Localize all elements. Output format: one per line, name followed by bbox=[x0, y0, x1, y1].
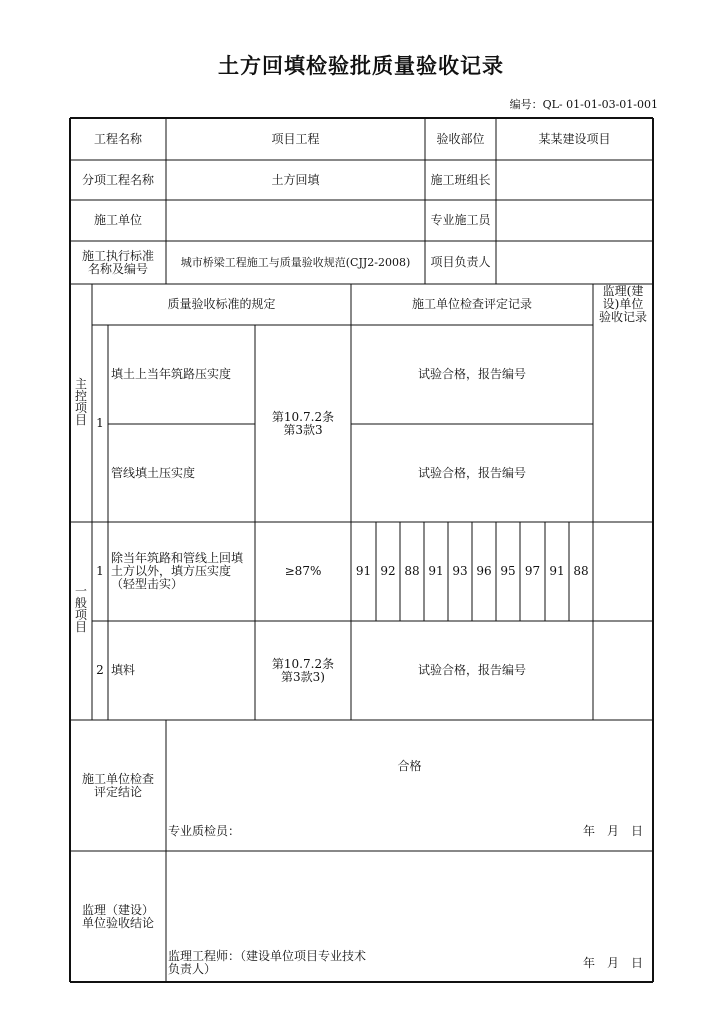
compaction-value-cell[interactable]: 95 bbox=[500, 564, 516, 578]
main-item-no: 1 bbox=[96, 416, 104, 430]
general-item-2-no: 2 bbox=[96, 663, 104, 677]
general-item-2-clause: 第10.7.2条第3款3) bbox=[271, 656, 335, 684]
construction-unit-value[interactable] bbox=[166, 200, 425, 241]
compaction-value-cell[interactable]: 91 bbox=[355, 564, 372, 578]
project-name-value[interactable]: 项目工程 bbox=[271, 131, 320, 146]
main-item-record-1[interactable]: 试验合格，报告编号 bbox=[417, 367, 526, 381]
inspection-part-label: 验收部位 bbox=[436, 131, 485, 146]
compaction-value-cell[interactable]: 88 bbox=[573, 564, 589, 578]
subproject-label: 分项工程名称 bbox=[81, 172, 154, 187]
compaction-value-cell[interactable]: 97 bbox=[524, 564, 541, 578]
supervisor-conclusion-date[interactable]: 年 月 日 bbox=[583, 955, 644, 970]
main-item-2: 管线填土压实度 bbox=[111, 465, 196, 480]
supervisor-record-heading: 监理(建设)单位验收记录 bbox=[598, 284, 647, 324]
construction-unit-label: 施工单位 bbox=[93, 213, 142, 227]
contractor-conclusion-result[interactable]: 合格 bbox=[397, 758, 422, 773]
compaction-value-cell[interactable]: 96 bbox=[476, 564, 492, 578]
team-leader-label: 施工班组长 bbox=[430, 172, 491, 187]
supervisor-conclusion-label: 监理（建设）单位验收结论 bbox=[81, 902, 154, 930]
standard-rule-heading: 质量验收标准的规定 bbox=[167, 297, 276, 311]
project-name-label: 工程名称 bbox=[93, 131, 142, 146]
page-title: 土方回填检验批质量验收记录 bbox=[218, 54, 504, 78]
general-items-group-label: 一般项目 bbox=[74, 584, 87, 634]
general-item-2-record[interactable]: 试验合格，报告编号 bbox=[417, 663, 526, 677]
main-items-group-label: 主控项目 bbox=[74, 377, 87, 427]
main-item-record-2[interactable]: 试验合格，报告编号 bbox=[417, 465, 526, 480]
general-item-1: 除当年筑路和管线上回填土方以外，填方压实度（轻型击实） bbox=[111, 551, 244, 591]
standard-label: 施工执行标准名称及编号 bbox=[81, 248, 154, 276]
team-leader-value[interactable] bbox=[496, 160, 653, 200]
contractor-conclusion-label: 施工单位检查评定结论 bbox=[81, 771, 154, 799]
compaction-value-cell[interactable]: 88 bbox=[404, 564, 420, 578]
specialist-value[interactable] bbox=[496, 200, 653, 241]
general-item-2: 填料 bbox=[111, 663, 136, 677]
supervising-engineer-label: 监理工程师：（建设单位项目专业技术负责人） bbox=[168, 949, 367, 976]
compaction-value-cell[interactable]: 92 bbox=[380, 564, 396, 578]
inspection-part-value[interactable]: 某某建设项目 bbox=[538, 131, 611, 146]
project-manager-value[interactable] bbox=[496, 241, 653, 284]
general-item-1-no: 1 bbox=[96, 564, 104, 578]
main-item-1: 填土上当年筑路压实度 bbox=[111, 367, 232, 381]
main-item-clause: 第10.7.2条第3款3 bbox=[271, 409, 335, 437]
contractor-conclusion-date[interactable]: 年 月 日 bbox=[583, 823, 644, 838]
contractor-record-heading: 施工单位检查评定记录 bbox=[411, 297, 532, 311]
general-item-1-requirement: ≥87% bbox=[284, 564, 322, 578]
quality-inspector-label: 专业质检员： bbox=[168, 823, 241, 838]
standard-value[interactable]: 城市桥梁工程施工与质量验收规范(CJJ2-2008) bbox=[180, 256, 411, 269]
project-manager-label: 项目负责人 bbox=[430, 255, 491, 269]
compaction-value-cell[interactable]: 93 bbox=[452, 564, 468, 578]
specialist-label: 专业施工员 bbox=[430, 213, 491, 227]
document-number: 编号：QL- 01-01-03-01-001 bbox=[509, 98, 658, 111]
compaction-value-cell[interactable]: 91 bbox=[428, 564, 444, 578]
compaction-value-cell[interactable]: 91 bbox=[549, 564, 565, 578]
subproject-value[interactable]: 土方回填 bbox=[271, 172, 320, 187]
